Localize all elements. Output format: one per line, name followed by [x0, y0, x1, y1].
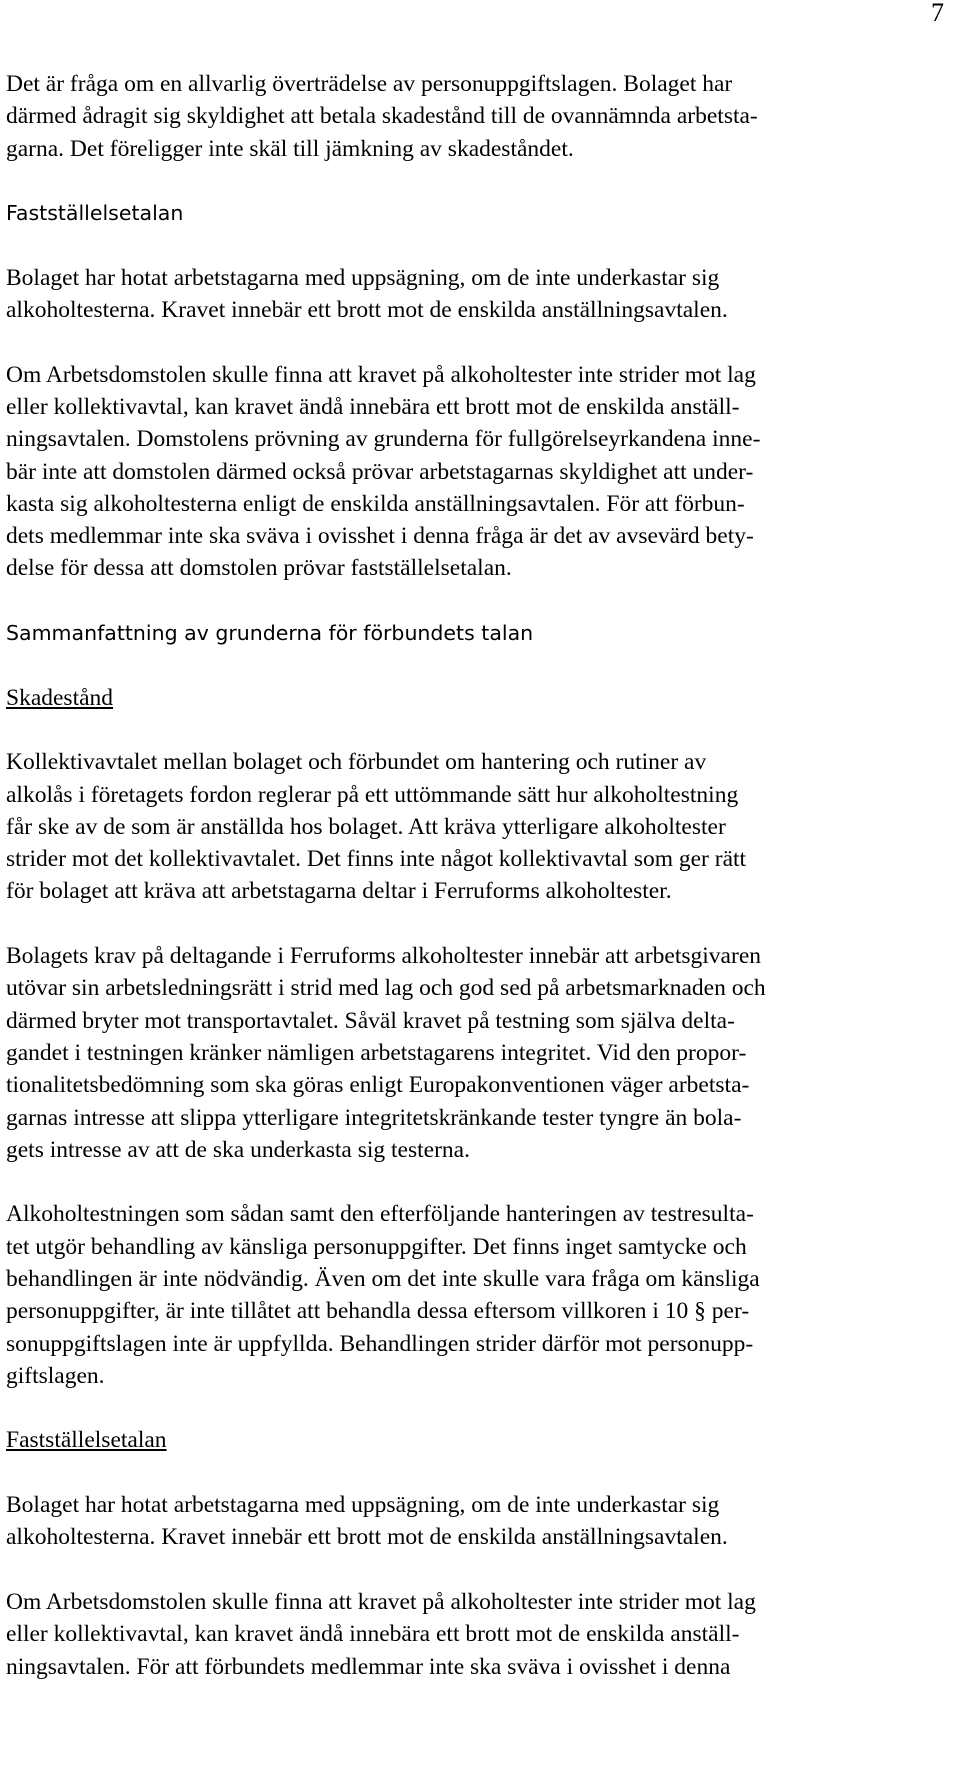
text-line: garna. Det föreligger inte skäl till jämkning av skadeståndet. [6, 135, 574, 162]
paragraph-spacing [6, 585, 936, 617]
text-line: Det är fråga om en allvarlig överträdelse av personuppgiftslagen. Bolaget har [6, 71, 733, 97]
text-line: delse för dessa att domstolen prövar fastställelsetalan. [6, 555, 512, 582]
text-line: garnas intresse att slippa ytterligare integritetskränkande tester tyngre än bola- [6, 1104, 742, 1131]
text-line: ningsavtalen. Domstolens prövning av grunderna för fullgörelseyrkandena inne- [6, 426, 761, 453]
text-line: sonuppgiftslagen inte är uppfyllda. Behandlingen strider därför mot personupp- [6, 1330, 754, 1357]
paragraph-spacing [6, 1392, 936, 1424]
text-line: Bolaget har hotat arbetstagarna med uppsägning, om de inte underkastar sig [6, 1492, 720, 1519]
text-line: eller kollektivavtal, kan kravet ändå innebära ett brott mot de enskilda anställ- [6, 1621, 740, 1648]
paragraph [6, 1198, 936, 1392]
text-line: giftslagen. [6, 1362, 105, 1389]
paragraph [6, 746, 936, 907]
document-page [6, 0, 956, 1783]
text-line: strider mot det kollektivavtalet. Det finns inte något kollektivavtal som ger rätt [6, 846, 747, 873]
text-line: tet utgör behandling av känsliga personuppgifter. Det finns inget samtycke och [6, 1233, 747, 1260]
paragraph [6, 1586, 936, 1683]
paragraph-spacing [6, 1457, 936, 1489]
paragraph [6, 1489, 936, 1554]
text-line: för bolaget att kräva att arbetstagarna deltar i Ferruforms alkoholtester. [6, 878, 672, 905]
paragraph [6, 940, 936, 1166]
text-line: får ske av de som är anställda hos bolaget. Att kräva ytterligare alkoholtester [6, 813, 726, 840]
text-line: Om Arbetsdomstolen skulle finna att kravet på alkoholtester inte strider mot lag [6, 1588, 756, 1615]
page-number: 7 [931, 0, 944, 27]
text-line: Om Arbetsdomstolen skulle finna att kravet på alkoholtester inte strider mot lag [6, 361, 756, 388]
text-line: eller kollektivavtal, kan kravet ändå innebära ett brott mot de enskilda anställ- [6, 393, 740, 420]
paragraph-spacing [6, 714, 936, 746]
text-line: tionalitetsbedömning som ska göras enligt Europakonventionen väger arbetsta- [6, 1072, 750, 1099]
section-heading: Sammanfattning av grunderna för förbundets talan [6, 621, 534, 646]
text-line: utövar sin arbetsledningsrätt i strid med lag och god sed på arbetsmarknaden och [6, 975, 766, 1002]
text-line: Kollektivavtalet mellan bolaget och förbundet om hantering och rutiner av [6, 749, 707, 776]
paragraph [6, 68, 936, 165]
text-line: bär inte att domstolen därmed också prövar arbetstagarnas skyldighet att under- [6, 458, 754, 485]
text-line: alkolås i företagets fordon reglerar på ett uttömmande sätt hur alkoholtestning [6, 781, 739, 808]
paragraph-spacing [6, 1166, 936, 1198]
paragraph [6, 262, 936, 327]
text-line: kasta sig alkoholtesterna enligt de enskilda anställningsavtalen. För att förbun- [6, 490, 745, 517]
text-line: Bolagets krav på deltagande i Ferruforms alkoholtester innebär att arbetsgivaren [6, 943, 761, 970]
text-line: Bolaget har hotat arbetstagarna med uppsägning, om de inte underkastar sig [6, 264, 720, 291]
text-line: gandet i testningen kränker nämligen arbetstagarens integritet. Vid den propor- [6, 1039, 747, 1066]
text-line: därmed bryter mot transportavtalet. Såväl kravet på testning som själva delta- [6, 1007, 735, 1034]
paragraph-spacing [6, 326, 936, 358]
paragraph [6, 359, 936, 585]
paragraph-spacing [6, 229, 936, 261]
paragraph-spacing [6, 649, 936, 681]
text-line: behandlingen är inte nödvändig. Även om det inte skulle vara fråga om känsliga [6, 1265, 760, 1292]
text-line: därmed ådragit sig skyldighet att betala skadestånd till de ovannämnda arbetsta- [6, 103, 758, 130]
document-body [6, 68, 936, 1683]
text-line: Alkoholtestningen som sådan samt den efterföljande hanteringen av testresulta- [6, 1201, 754, 1228]
paragraph-spacing [6, 165, 936, 197]
text-line: dets medlemmar inte ska sväva i ovisshet i denna fråga är det av avsevärd bety- [6, 523, 754, 550]
text-line: gets intresse av att de ska underkasta sig testerna. [6, 1136, 470, 1163]
paragraph-spacing [6, 1554, 936, 1586]
paragraph-spacing [6, 908, 936, 940]
section-subheading: Fastställelsetalan [6, 1427, 167, 1454]
text-line: ningsavtalen. För att förbundets medlemmar inte ska sväva i ovisshet i denna [6, 1653, 731, 1680]
section-subheading: Skadestånd [6, 684, 114, 711]
text-line: personuppgifter, är inte tillåtet att behandla dessa eftersom villkoren i 10 § per- [6, 1298, 750, 1325]
text-line: alkoholtesterna. Kravet innebär ett brott mot de enskilda anställningsavtalen. [6, 1524, 728, 1551]
section-heading: Fastställelsetalan [6, 201, 184, 226]
text-line: alkoholtesterna. Kravet innebär ett brott mot de enskilda anställningsavtalen. [6, 297, 728, 324]
